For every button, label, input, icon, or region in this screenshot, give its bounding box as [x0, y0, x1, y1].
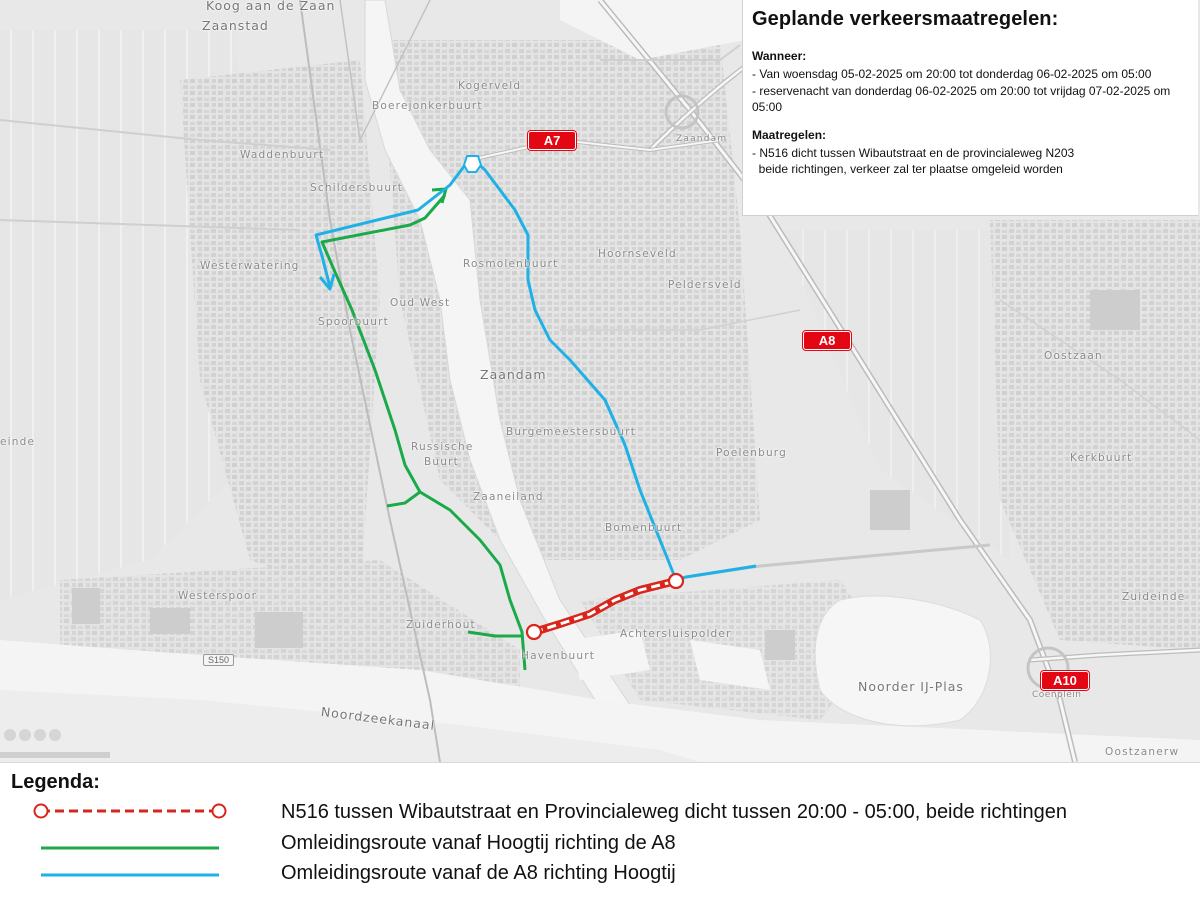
place-label: Kogerveld: [458, 80, 522, 92]
legend-symbol-green-route: [32, 838, 228, 858]
place-label: Hoornseveld: [598, 248, 677, 260]
place-label: Zaandam: [480, 367, 547, 382]
legend-label-blue-route: Omleidingsroute vanaf de A8 richting Hoogtij: [281, 862, 676, 884]
when-heading: Wanneer:: [752, 49, 807, 63]
legend-symbol-closed-road: [32, 801, 228, 821]
place-label: Kerkbuurt: [1070, 452, 1133, 464]
place-label: Boerejonkerbuurt: [372, 100, 483, 112]
place-label: Oud West: [390, 297, 451, 309]
legend-title: Legenda:: [11, 771, 100, 793]
legend-symbol-blue-route: [32, 865, 228, 885]
place-label: Buurt: [424, 456, 459, 468]
place-label: Poelenburg: [716, 447, 787, 459]
info-title: Geplande verkeersmaatregelen:: [752, 8, 1059, 30]
road-shield-a8: A8: [803, 331, 851, 350]
when-line: - Van woensdag 05-02-2025 om 20:00 tot donderdag 06-02-2025 om 05:00: [752, 67, 1152, 81]
measures-line: - N516 dicht tussen Wibautstraat en de provincialeweg N203: [752, 145, 1075, 160]
place-label: Russische: [411, 441, 474, 453]
place-label: Rosmolenbuurt: [463, 258, 559, 270]
legend-label-green-route: Omleidingsroute vanaf Hoogtij richting de A8: [281, 832, 676, 854]
legend-label-closed-road: N516 tussen Wibautstraat en Provincialeweg dicht tussen 20:00 - 05:00, beide richtingen: [281, 801, 1068, 823]
place-label: Havenbuurt: [521, 650, 596, 662]
place-label: Zaanstad: [202, 18, 269, 33]
place-label: Spoorbuurt: [318, 316, 389, 328]
place-label: Zaaneiland: [473, 491, 544, 503]
place-label: Oostzanerw: [1105, 746, 1180, 758]
place-label: Burgemeestersbuurt: [506, 426, 637, 438]
place-label: Coenplein: [1032, 690, 1082, 700]
place-label: Oostzaan: [1044, 350, 1103, 362]
place-label: Achtersluispolder: [620, 628, 732, 640]
place-label: Bomenbuurt: [605, 522, 683, 534]
place-label: Westerwatering: [200, 260, 300, 272]
place-label: Zaandam: [676, 134, 728, 144]
place-label: Noordzeekanaal: [320, 704, 436, 733]
legend: [0, 762, 1200, 903]
place-label: Zuideinde: [1122, 591, 1186, 603]
place-label: Westerspoor: [178, 590, 258, 602]
measures-line: beide richtingen, verkeer zal ter plaatse omgeleid worden: [752, 162, 1063, 176]
place-label: Koog aan de Zaan: [206, 0, 336, 13]
measures-heading: Maatregelen:: [752, 127, 827, 142]
place-label: Waddenbuurt: [240, 149, 325, 161]
place-label: einde: [0, 436, 36, 448]
road-shield-s150: S150: [203, 654, 234, 666]
place-label: Peldersveld: [668, 279, 742, 291]
place-label: Zuiderhout: [406, 619, 476, 631]
place-label: Schildersbuurt: [310, 182, 404, 194]
when-line: 05:00: [752, 100, 783, 114]
road-shield-a7: A7: [528, 131, 576, 150]
place-label: Noorder IJ-Plas: [858, 679, 964, 694]
when-line: - reservenacht van donderdag 06-02-2025 om 20:00 tot vrijdag 07-02-2025 om: [752, 83, 1171, 98]
info-panel: [742, 0, 1198, 216]
road-shield-a10: A10: [1041, 671, 1089, 690]
